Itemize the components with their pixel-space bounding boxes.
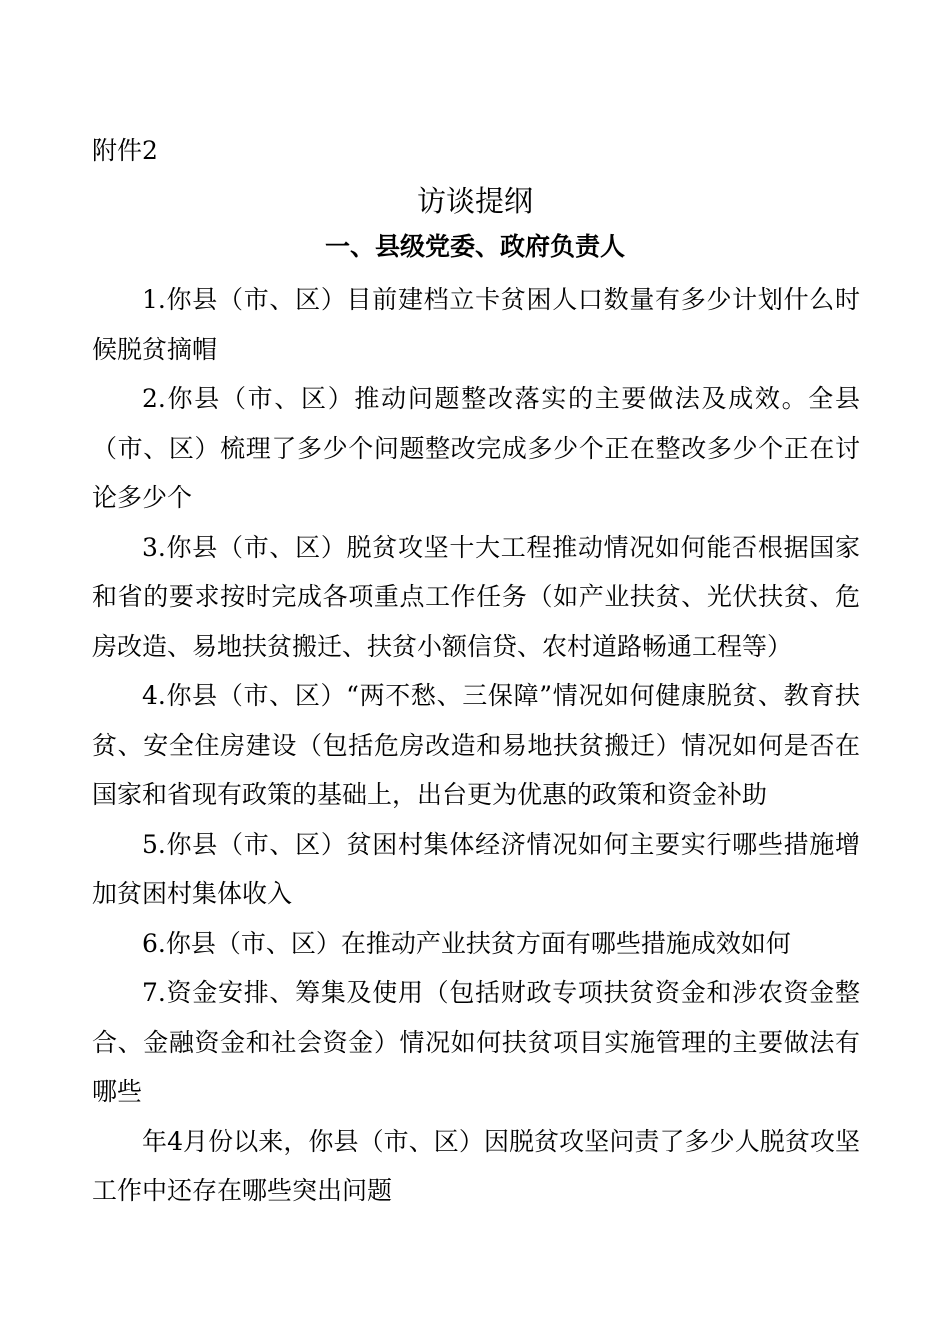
question-1: 1.你县（市、区）目前建档立卡贫困人口数量有多少计划什么时候脱贫摘帽 [92,285,860,364]
section-heading: 一、县级党委、政府负责人 [324,232,625,261]
attachment-label: 附件2 [92,136,158,165]
question-2: 2.你县（市、区）推动问题整改落实的主要做法及成效。全县（市、区）梳理了多少个问题整改完成多少个正在整改多少个正在讨论多少个 [92,384,860,512]
question-7: 7.资金安排、筹集及使用（包括财政专项扶贫资金和涉农资金整合、金融资金和社会资金）情况如何扶贫项目实施管理的主要做法有哪些 [92,978,860,1106]
question-5: 5.你县（市、区）贫困村集体经济情况如何主要实行哪些措施增加贫困村集体收入 [92,829,860,908]
question-6: 6.你县（市、区）在推动产业扶贫方面有哪些措施成效如何 [142,928,791,958]
document-body [92,275,860,1216]
question-8: 年4月份以来，你县（市、区）因脱贫攻坚问责了多少人脱贫攻坚工作中还存在哪些突出问题 [92,1126,860,1205]
question-4: 4.你县（市、区）“两不愁、三保障”情况如何健康脱贫、教育扶贫、安全住房建设（包括危房改造和易地扶贫搬迁）情况如何是否在国家和省现有政策的基础上，出台更为优惠的政策和资金补助 [92,681,860,809]
document-title: 访谈提纲 [416,184,533,218]
question-3: 3.你县（市、区）脱贫攻坚十大工程推动情况如何能否根据国家和省的要求按时完成各项重点工作任务（如产业扶贫、光伏扶贫、危房改造、易地扶贫搬迁、扶贫小额信贷、农村道路畅通工程等） [92,532,860,661]
